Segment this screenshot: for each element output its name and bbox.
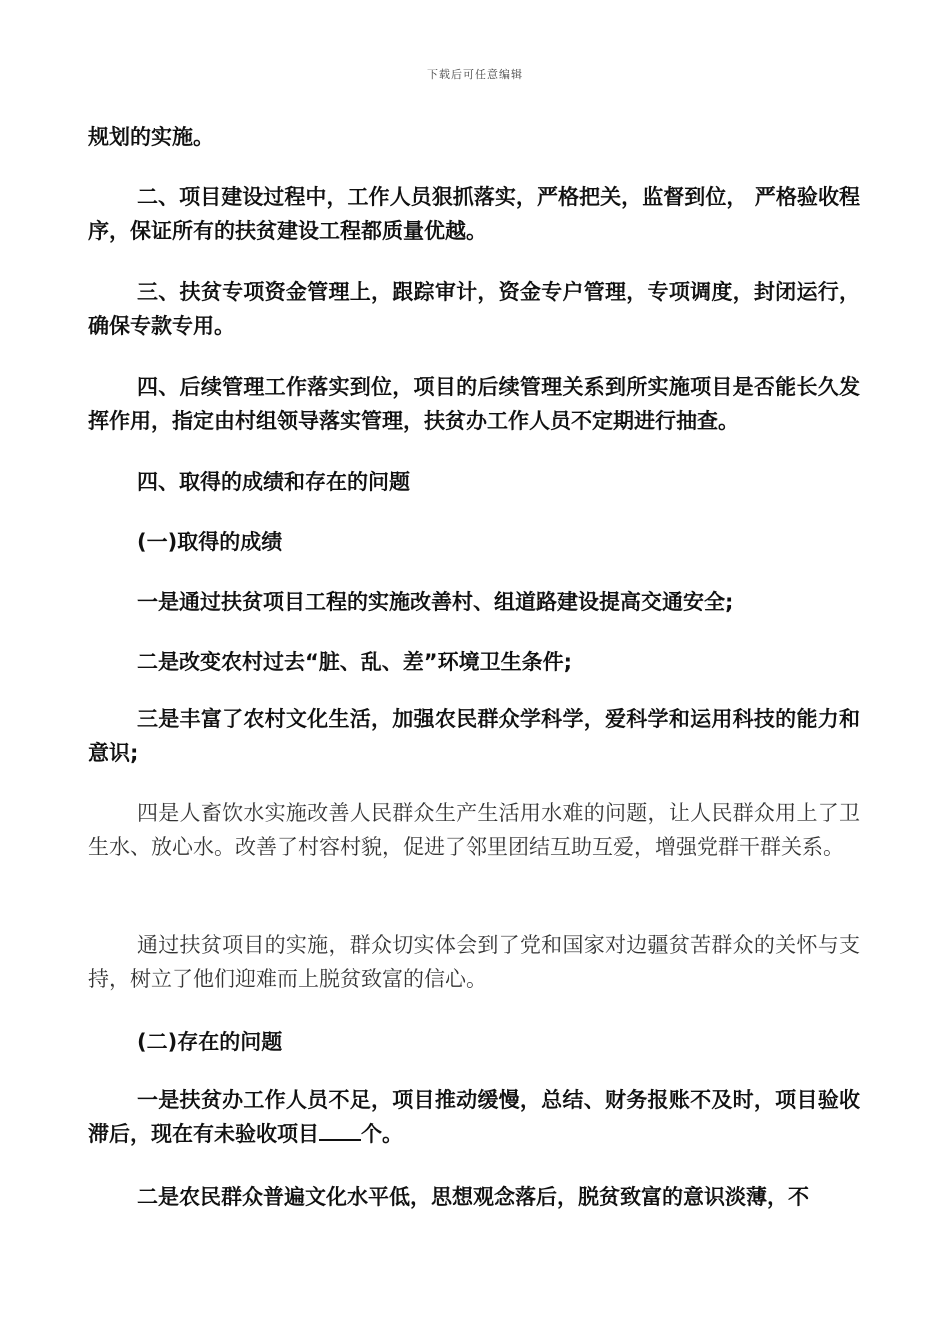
fill-in-blank	[319, 1119, 361, 1141]
subheading-achievements: (一)取得的成绩	[137, 530, 283, 554]
paragraph-problem-2: 二是农民群众普遍文化水平低，思想观念落后，脱贫致富的意识淡薄，不	[137, 1185, 809, 1209]
paragraph-fund-management: 三、扶贫专项资金管理上，跟踪审计，资金专户管理，专项调度，封闭运行，确保专款专用。	[88, 280, 860, 338]
paragraph-achievement-2: 二是改变农村过去“脏、乱、差”环境卫生条件;	[137, 650, 572, 674]
paragraph-problem-1-suffix: 个。	[361, 1122, 403, 1146]
page-header: 下载后可任意编辑	[427, 68, 523, 81]
subheading-problems: (二)存在的问题	[137, 1030, 283, 1054]
paragraph-achievement-1: 一是通过扶贫项目工程的实施改善村、组道路建设提高交通安全;	[137, 590, 734, 614]
paragraph-problem-1	[88, 1083, 860, 1151]
paragraph-project-construction: 二、项目建设过程中，工作人员狠抓落实，严格把关，监督到位， 严格验收程序，保证所有的扶贫建设工程都质量优越。	[88, 185, 860, 243]
paragraph-achievement-4: 四是人畜饮水实施改善人民群众生产生活用水难的问题，让人民群众用上了卫生水、放心水。改善了村容村貌，促进了邻里团结互助互爱，增强党群干群关系。	[88, 801, 860, 859]
paragraph-continuation: 规划的实施。	[88, 125, 214, 149]
paragraph-summary: 通过扶贫项目的实施，群众切实体会到了党和国家对边疆贫苦群众的关怀与支持，树立了他们迎难而上脱贫致富的信心。	[88, 933, 860, 991]
paragraph-follow-up-management: 四、后续管理工作落实到位，项目的后续管理关系到所实施项目是否能长久发挥作用，指定由村组领导落实管理，扶贫办工作人员不定期进行抽查。	[88, 375, 860, 433]
section-heading-achievements-problems: 四、取得的成绩和存在的问题	[137, 470, 410, 494]
paragraph-achievement-3: 三是丰富了农村文化生活，加强农民群众学科学，爱科学和运用科技的能力和意识;	[88, 707, 860, 765]
paragraph-problem-1-text: 一是扶贫办工作人员不足，项目推动缓慢，总结、财务报账不及时，项目验收滞后，现在有未验收项目	[88, 1088, 860, 1146]
